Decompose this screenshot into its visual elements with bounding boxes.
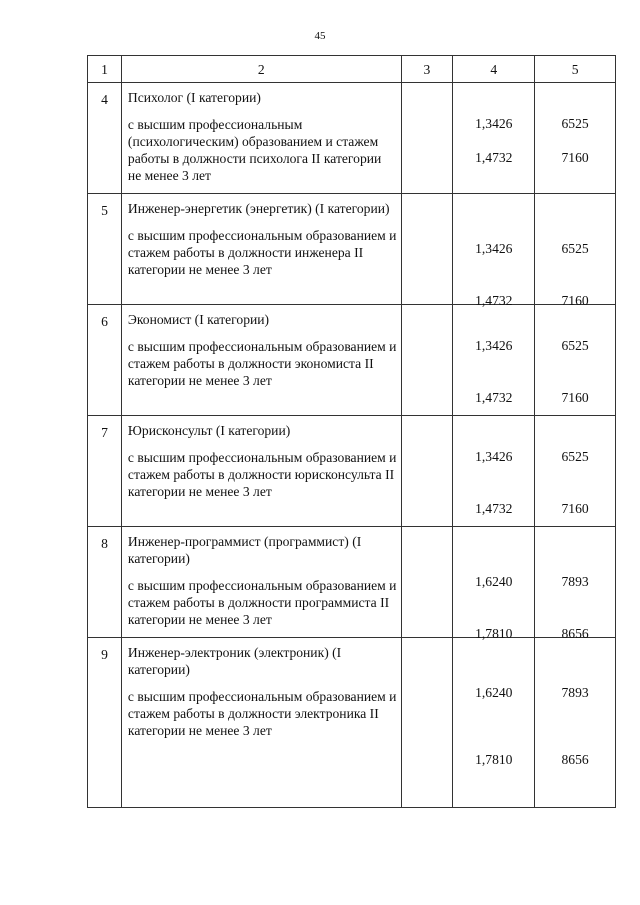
position-cell bbox=[121, 83, 401, 194]
empty-cell bbox=[401, 527, 453, 638]
coefficient-cell bbox=[453, 527, 535, 641]
row-number: 5 bbox=[88, 194, 122, 305]
coefficient-max: 1,4732 bbox=[475, 293, 513, 308]
salary-max: 8656 bbox=[561, 626, 589, 641]
coefficient-max: 1,4732 bbox=[475, 501, 513, 516]
coefficient-min: 1,6240 bbox=[475, 685, 513, 700]
salary-max: 7160 bbox=[561, 150, 589, 165]
salary-cell bbox=[535, 83, 616, 194]
coefficient-max: 1,4732 bbox=[475, 150, 513, 165]
salary-min: 6525 bbox=[561, 338, 589, 353]
salary-cell bbox=[535, 416, 616, 527]
empty-cell bbox=[401, 638, 453, 808]
salary-max: 8656 bbox=[561, 752, 589, 767]
salary-table bbox=[87, 55, 616, 808]
coefficient-cell bbox=[453, 638, 535, 808]
page-number: 45 bbox=[314, 30, 326, 42]
salary-max: 7160 bbox=[561, 293, 589, 308]
table-row bbox=[88, 416, 616, 527]
coefficient-min: 1,3426 bbox=[475, 449, 513, 464]
position-requirements: с высшим профессиональным образованием и стажем работы в должности экономиста II категории не менее 3 лет bbox=[127, 339, 397, 388]
position-cell bbox=[121, 527, 401, 638]
salary-cell bbox=[535, 305, 616, 416]
salary-min: 6525 bbox=[561, 449, 589, 464]
position-title: Инженер-энергетик (энергетик) (I категории) bbox=[127, 201, 390, 216]
row-number: 7 bbox=[88, 416, 122, 527]
position-cell bbox=[121, 305, 401, 416]
table-row bbox=[88, 527, 616, 638]
row-number: 8 bbox=[88, 527, 122, 638]
coefficient-cell bbox=[453, 416, 535, 527]
position-title: Экономист (I категории) bbox=[127, 312, 270, 327]
coefficient-cell bbox=[453, 305, 535, 416]
table-row bbox=[88, 194, 616, 305]
empty-cell bbox=[401, 416, 453, 527]
row-number: 6 bbox=[88, 305, 122, 416]
coefficient-min: 1,3426 bbox=[475, 338, 513, 353]
header-cell: 5 bbox=[535, 56, 616, 83]
position-cell bbox=[121, 416, 401, 527]
position-cell bbox=[121, 638, 401, 808]
salary-cell bbox=[535, 194, 616, 308]
salary-min: 6525 bbox=[561, 241, 589, 256]
header-row bbox=[88, 56, 616, 83]
position-title: Юрисконсульт (I категории) bbox=[127, 423, 291, 438]
coefficient-max: 1,7810 bbox=[475, 626, 513, 641]
position-cell bbox=[121, 194, 401, 305]
header-cell: 4 bbox=[453, 56, 535, 83]
position-requirements: с высшим профессиональным образованием и стажем работы в должности юрисконсульта II категории не менее 3 лет bbox=[127, 450, 397, 499]
salary-max: 7160 bbox=[561, 390, 589, 405]
position-requirements: с высшим профессиональным (психологическим) образованием и стажем работы в должности психолога II категории не менее 3 лет bbox=[127, 117, 382, 183]
header-cell: 3 bbox=[401, 56, 453, 83]
salary-max: 7160 bbox=[561, 501, 589, 516]
table-row bbox=[88, 305, 616, 416]
coefficient-max: 1,7810 bbox=[475, 752, 513, 767]
header-cell: 2 bbox=[121, 56, 401, 83]
coefficient-cell bbox=[453, 194, 535, 308]
position-title: Инженер-электроник (электроник) (I категории) bbox=[127, 645, 342, 677]
position-title: Психолог (I категории) bbox=[127, 90, 261, 105]
salary-cell bbox=[535, 527, 616, 641]
row-number: 9 bbox=[88, 638, 122, 808]
salary-min: 7893 bbox=[561, 685, 589, 700]
position-requirements: с высшим профессиональным образованием и стажем работы в должности инженера II категории не менее 3 лет bbox=[127, 228, 397, 277]
coefficient-cell bbox=[453, 83, 535, 194]
row-number: 4 bbox=[88, 83, 122, 194]
coefficient-min: 1,3426 bbox=[475, 241, 513, 256]
header-cell: 1 bbox=[88, 56, 122, 83]
salary-cell bbox=[535, 638, 616, 808]
empty-cell bbox=[401, 194, 453, 305]
coefficient-min: 1,3426 bbox=[475, 116, 513, 131]
salary-min: 7893 bbox=[561, 574, 589, 589]
table-row bbox=[88, 638, 616, 808]
empty-cell bbox=[401, 305, 453, 416]
coefficient-max: 1,4732 bbox=[475, 390, 513, 405]
position-title: Инженер-программист (программист) (I категории) bbox=[127, 534, 362, 566]
salary-min: 6525 bbox=[561, 116, 589, 131]
empty-cell bbox=[401, 83, 453, 194]
coefficient-min: 1,6240 bbox=[475, 574, 513, 589]
table-row bbox=[88, 83, 616, 194]
position-requirements: с высшим профессиональным образованием и стажем работы в должности программиста II категории не менее 3 лет bbox=[127, 578, 397, 627]
position-requirements: с высшим профессиональным образованием и стажем работы в должности электроника II категории не менее 3 лет bbox=[127, 689, 397, 738]
